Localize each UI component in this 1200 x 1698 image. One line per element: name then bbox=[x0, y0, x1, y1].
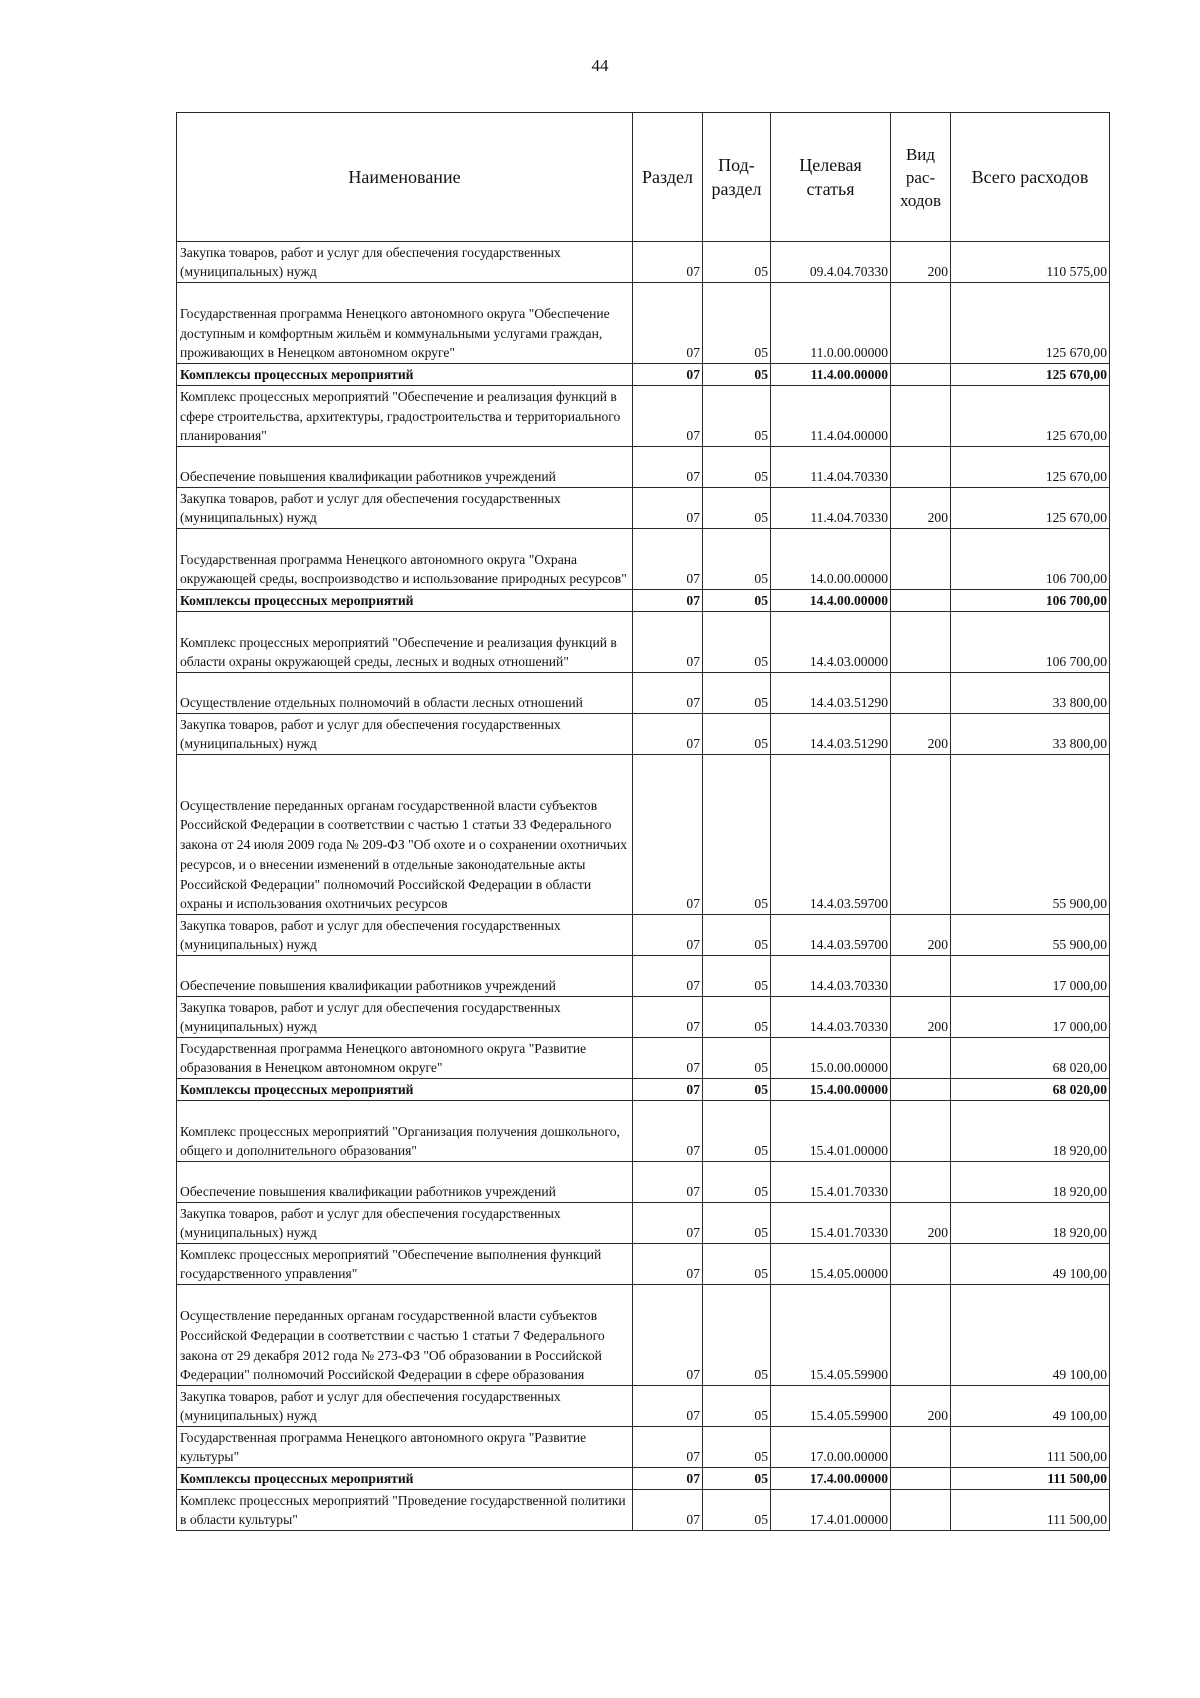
cell-statya: 11.4.04.00000 bbox=[771, 386, 891, 447]
cell-total: 125 670,00 bbox=[951, 447, 1110, 488]
table-row bbox=[177, 386, 1110, 447]
cell-name: Обеспечение повышения квалификации работников учреждений bbox=[177, 447, 633, 488]
cell-vid-raskhodov: 200 bbox=[891, 1203, 951, 1244]
cell-razdel: 07 bbox=[633, 714, 703, 755]
cell-vid-raskhodov bbox=[891, 1427, 951, 1468]
table-row bbox=[177, 590, 1110, 612]
cell-razdel: 07 bbox=[633, 1203, 703, 1244]
table-row bbox=[177, 364, 1110, 386]
cell-name: Комплексы процессных мероприятий bbox=[177, 1468, 633, 1490]
cell-total: 110 575,00 bbox=[951, 242, 1110, 283]
cell-name: Закупка товаров, работ и услуг для обеспечения государственных (муниципальных) нужд bbox=[177, 997, 633, 1038]
cell-total: 18 920,00 bbox=[951, 1101, 1110, 1162]
cell-total: 68 020,00 bbox=[951, 1038, 1110, 1079]
cell-podrazdel: 05 bbox=[703, 714, 771, 755]
cell-podrazdel: 05 bbox=[703, 590, 771, 612]
cell-podrazdel: 05 bbox=[703, 1285, 771, 1386]
cell-razdel: 07 bbox=[633, 242, 703, 283]
cell-statya: 15.4.00.00000 bbox=[771, 1079, 891, 1101]
cell-vid-raskhodov bbox=[891, 1468, 951, 1490]
cell-razdel: 07 bbox=[633, 488, 703, 529]
cell-total: 18 920,00 bbox=[951, 1162, 1110, 1203]
cell-name: Осуществление переданных органам государственной власти субъектов Российской Федерации в соответствии с частью 1 статьи 33 Федерального закона от 24 июля 2009 года № 209-ФЗ "Об охоте и о сохранении охотничьих ресурсов, и о внесении изменений в отдельные законодательные акты Российской Федерации" полномочий Российской Федерации в области охраны и использования охотничьих ресурсов bbox=[177, 755, 633, 915]
cell-vid-raskhodov bbox=[891, 1490, 951, 1531]
cell-name: Комплекс процессных мероприятий "Проведение государственной политики в области культуры" bbox=[177, 1490, 633, 1531]
cell-podrazdel: 05 bbox=[703, 956, 771, 997]
cell-statya: 15.4.05.59900 bbox=[771, 1285, 891, 1386]
cell-total: 55 900,00 bbox=[951, 915, 1110, 956]
cell-vid-raskhodov bbox=[891, 612, 951, 673]
cell-name: Комплексы процессных мероприятий bbox=[177, 590, 633, 612]
cell-total: 125 670,00 bbox=[951, 364, 1110, 386]
table-row bbox=[177, 673, 1110, 714]
table-row bbox=[177, 612, 1110, 673]
cell-razdel: 07 bbox=[633, 997, 703, 1038]
cell-razdel: 07 bbox=[633, 364, 703, 386]
table-row bbox=[177, 915, 1110, 956]
cell-razdel: 07 bbox=[633, 755, 703, 915]
cell-razdel: 07 bbox=[633, 386, 703, 447]
table-row bbox=[177, 447, 1110, 488]
cell-vid-raskhodov bbox=[891, 1038, 951, 1079]
cell-statya: 17.4.00.00000 bbox=[771, 1468, 891, 1490]
cell-statya: 14.4.03.51290 bbox=[771, 714, 891, 755]
table-header-row bbox=[177, 113, 1110, 242]
cell-statya: 15.4.05.00000 bbox=[771, 1244, 891, 1285]
cell-vid-raskhodov bbox=[891, 1079, 951, 1101]
table-row bbox=[177, 488, 1110, 529]
cell-razdel: 07 bbox=[633, 1285, 703, 1386]
cell-total: 17 000,00 bbox=[951, 997, 1110, 1038]
table-row bbox=[177, 714, 1110, 755]
cell-total: 49 100,00 bbox=[951, 1285, 1110, 1386]
cell-razdel: 07 bbox=[633, 915, 703, 956]
cell-podrazdel: 05 bbox=[703, 529, 771, 590]
cell-vid-raskhodov bbox=[891, 1101, 951, 1162]
cell-total: 49 100,00 bbox=[951, 1386, 1110, 1427]
cell-statya: 15.4.05.59900 bbox=[771, 1386, 891, 1427]
cell-statya: 09.4.04.70330 bbox=[771, 242, 891, 283]
cell-razdel: 07 bbox=[633, 1427, 703, 1468]
table-row bbox=[177, 1162, 1110, 1203]
cell-podrazdel: 05 bbox=[703, 915, 771, 956]
cell-total: 18 920,00 bbox=[951, 1203, 1110, 1244]
table-row bbox=[177, 1203, 1110, 1244]
cell-vid-raskhodov: 200 bbox=[891, 1386, 951, 1427]
cell-name: Осуществление переданных органам государственной власти субъектов Российской Федерации в соответствии с частью 1 статьи 7 Федерального закона от 29 декабря 2012 года № 273-ФЗ "Об образовании в Российской Федерации" полномочий Российской Федерации в сфере образования bbox=[177, 1285, 633, 1386]
cell-podrazdel: 05 bbox=[703, 1079, 771, 1101]
table-body bbox=[177, 242, 1110, 1531]
table-row bbox=[177, 283, 1110, 364]
cell-statya: 15.4.01.70330 bbox=[771, 1203, 891, 1244]
cell-vid-raskhodov bbox=[891, 755, 951, 915]
cell-name: Закупка товаров, работ и услуг для обеспечения государственных (муниципальных) нужд bbox=[177, 714, 633, 755]
cell-statya: 15.4.01.70330 bbox=[771, 1162, 891, 1203]
table-row bbox=[177, 529, 1110, 590]
cell-podrazdel: 05 bbox=[703, 283, 771, 364]
cell-razdel: 07 bbox=[633, 1101, 703, 1162]
cell-razdel: 07 bbox=[633, 529, 703, 590]
cell-vid-raskhodov bbox=[891, 364, 951, 386]
cell-razdel: 07 bbox=[633, 1490, 703, 1531]
cell-name: Государственная программа Ненецкого автономного округа "Обеспечение доступным и комфортным жильём и коммунальными услугами граждан, проживающих в Ненецком автономном округе" bbox=[177, 283, 633, 364]
cell-razdel: 07 bbox=[633, 283, 703, 364]
cell-vid-raskhodov bbox=[891, 590, 951, 612]
cell-vid-raskhodov bbox=[891, 1162, 951, 1203]
cell-statya: 14.4.03.59700 bbox=[771, 755, 891, 915]
cell-podrazdel: 05 bbox=[703, 386, 771, 447]
table-row bbox=[177, 1427, 1110, 1468]
cell-razdel: 07 bbox=[633, 1162, 703, 1203]
cell-razdel: 07 bbox=[633, 590, 703, 612]
cell-name: Обеспечение повышения квалификации работников учреждений bbox=[177, 1162, 633, 1203]
cell-total: 55 900,00 bbox=[951, 755, 1110, 915]
table-row bbox=[177, 1490, 1110, 1531]
cell-name: Закупка товаров, работ и услуг для обеспечения государственных (муниципальных) нужд bbox=[177, 1386, 633, 1427]
cell-total: 106 700,00 bbox=[951, 529, 1110, 590]
cell-statya: 11.4.04.70330 bbox=[771, 447, 891, 488]
cell-podrazdel: 05 bbox=[703, 488, 771, 529]
cell-total: 49 100,00 bbox=[951, 1244, 1110, 1285]
table-row bbox=[177, 242, 1110, 283]
cell-name: Комплекс процессных мероприятий "Обеспечение и реализация функций в сфере строительства, архитектуры, градостроительства и территориального планирования" bbox=[177, 386, 633, 447]
cell-razdel: 07 bbox=[633, 673, 703, 714]
cell-vid-raskhodov bbox=[891, 386, 951, 447]
cell-vid-raskhodov: 200 bbox=[891, 915, 951, 956]
cell-total: 33 800,00 bbox=[951, 714, 1110, 755]
cell-name: Закупка товаров, работ и услуг для обеспечения государственных (муниципальных) нужд bbox=[177, 242, 633, 283]
cell-podrazdel: 05 bbox=[703, 242, 771, 283]
cell-podrazdel: 05 bbox=[703, 1162, 771, 1203]
cell-razdel: 07 bbox=[633, 1386, 703, 1427]
table-row bbox=[177, 1285, 1110, 1386]
cell-vid-raskhodov bbox=[891, 1285, 951, 1386]
cell-vid-raskhodov bbox=[891, 956, 951, 997]
cell-name: Государственная программа Ненецкого автономного округа "Развитие культуры" bbox=[177, 1427, 633, 1468]
cell-podrazdel: 05 bbox=[703, 364, 771, 386]
table-row bbox=[177, 755, 1110, 915]
page-number: 44 bbox=[591, 56, 609, 75]
cell-statya: 11.4.00.00000 bbox=[771, 364, 891, 386]
cell-total: 125 670,00 bbox=[951, 283, 1110, 364]
cell-statya: 14.4.03.70330 bbox=[771, 956, 891, 997]
cell-razdel: 07 bbox=[633, 956, 703, 997]
cell-podrazdel: 05 bbox=[703, 1244, 771, 1285]
cell-podrazdel: 05 bbox=[703, 1038, 771, 1079]
cell-statya: 14.4.03.00000 bbox=[771, 612, 891, 673]
cell-name: Обеспечение повышения квалификации работников учреждений bbox=[177, 956, 633, 997]
cell-vid-raskhodov bbox=[891, 447, 951, 488]
cell-name: Комплекс процессных мероприятий "Обеспечение и реализация функций в области охраны окружающей среды, лесных и водных отношений" bbox=[177, 612, 633, 673]
cell-razdel: 07 bbox=[633, 612, 703, 673]
cell-razdel: 07 bbox=[633, 447, 703, 488]
cell-statya: 14.0.00.00000 bbox=[771, 529, 891, 590]
budget-table bbox=[176, 112, 1110, 1531]
cell-vid-raskhodov bbox=[891, 283, 951, 364]
cell-vid-raskhodov bbox=[891, 1244, 951, 1285]
cell-name: Закупка товаров, работ и услуг для обеспечения государственных (муниципальных) нужд bbox=[177, 915, 633, 956]
cell-vid-raskhodov: 200 bbox=[891, 242, 951, 283]
header-podrazdel: Под- раздел bbox=[703, 113, 771, 242]
header-razdel: Раздел bbox=[633, 113, 703, 242]
cell-total: 125 670,00 bbox=[951, 386, 1110, 447]
cell-podrazdel: 05 bbox=[703, 1468, 771, 1490]
cell-statya: 11.4.04.70330 bbox=[771, 488, 891, 529]
cell-statya: 14.4.03.70330 bbox=[771, 997, 891, 1038]
cell-statya: 14.4.03.59700 bbox=[771, 915, 891, 956]
cell-vid-raskhodov bbox=[891, 673, 951, 714]
cell-name: Закупка товаров, работ и услуг для обеспечения государственных (муниципальных) нужд bbox=[177, 1203, 633, 1244]
cell-razdel: 07 bbox=[633, 1244, 703, 1285]
cell-total: 111 500,00 bbox=[951, 1468, 1110, 1490]
cell-podrazdel: 05 bbox=[703, 997, 771, 1038]
cell-statya: 15.4.01.00000 bbox=[771, 1101, 891, 1162]
cell-name: Комплексы процессных мероприятий bbox=[177, 364, 633, 386]
cell-name: Осуществление отдельных полномочий в области лесных отношений bbox=[177, 673, 633, 714]
table-row bbox=[177, 956, 1110, 997]
table-row bbox=[177, 1079, 1110, 1101]
cell-name: Комплекс процессных мероприятий "Организация получения дошкольного, общего и дополнительного образования" bbox=[177, 1101, 633, 1162]
cell-total: 68 020,00 bbox=[951, 1079, 1110, 1101]
cell-podrazdel: 05 bbox=[703, 447, 771, 488]
cell-statya: 17.4.01.00000 bbox=[771, 1490, 891, 1531]
cell-podrazdel: 05 bbox=[703, 1427, 771, 1468]
cell-total: 111 500,00 bbox=[951, 1427, 1110, 1468]
table-row bbox=[177, 1386, 1110, 1427]
cell-vid-raskhodov: 200 bbox=[891, 714, 951, 755]
cell-statya: 17.0.00.00000 bbox=[771, 1427, 891, 1468]
cell-podrazdel: 05 bbox=[703, 1101, 771, 1162]
cell-podrazdel: 05 bbox=[703, 612, 771, 673]
cell-vid-raskhodov: 200 bbox=[891, 997, 951, 1038]
cell-razdel: 07 bbox=[633, 1038, 703, 1079]
cell-podrazdel: 05 bbox=[703, 1203, 771, 1244]
table-row bbox=[177, 997, 1110, 1038]
cell-name: Государственная программа Ненецкого автономного округа "Охрана окружающей среды, воспроизводство и использование природных ресурсов" bbox=[177, 529, 633, 590]
cell-total: 17 000,00 bbox=[951, 956, 1110, 997]
cell-vid-raskhodov bbox=[891, 529, 951, 590]
cell-total: 111 500,00 bbox=[951, 1490, 1110, 1531]
cell-total: 125 670,00 bbox=[951, 488, 1110, 529]
header-total: Всего расходов bbox=[951, 113, 1110, 242]
cell-total: 106 700,00 bbox=[951, 590, 1110, 612]
cell-name: Комплекс процессных мероприятий "Обеспечение выполнения функций государственного управления" bbox=[177, 1244, 633, 1285]
header-name: Наименование bbox=[177, 113, 633, 242]
cell-podrazdel: 05 bbox=[703, 1490, 771, 1531]
cell-name: Государственная программа Ненецкого автономного округа "Развитие образования в Ненецком автономном округе" bbox=[177, 1038, 633, 1079]
cell-statya: 14.4.03.51290 bbox=[771, 673, 891, 714]
header-vid-raskhodov: Вид рас- ходов bbox=[891, 113, 951, 242]
table-row bbox=[177, 1101, 1110, 1162]
table-row bbox=[177, 1468, 1110, 1490]
cell-razdel: 07 bbox=[633, 1079, 703, 1101]
cell-total: 33 800,00 bbox=[951, 673, 1110, 714]
cell-statya: 11.0.00.00000 bbox=[771, 283, 891, 364]
cell-name: Комплексы процессных мероприятий bbox=[177, 1079, 633, 1101]
cell-podrazdel: 05 bbox=[703, 755, 771, 915]
cell-statya: 14.4.00.00000 bbox=[771, 590, 891, 612]
cell-statya: 15.0.00.00000 bbox=[771, 1038, 891, 1079]
header-statya: Целевая статья bbox=[771, 113, 891, 242]
cell-vid-raskhodov: 200 bbox=[891, 488, 951, 529]
cell-podrazdel: 05 bbox=[703, 1386, 771, 1427]
cell-total: 106 700,00 bbox=[951, 612, 1110, 673]
cell-podrazdel: 05 bbox=[703, 673, 771, 714]
table-row bbox=[177, 1244, 1110, 1285]
table-row bbox=[177, 1038, 1110, 1079]
cell-name: Закупка товаров, работ и услуг для обеспечения государственных (муниципальных) нужд bbox=[177, 488, 633, 529]
cell-razdel: 07 bbox=[633, 1468, 703, 1490]
